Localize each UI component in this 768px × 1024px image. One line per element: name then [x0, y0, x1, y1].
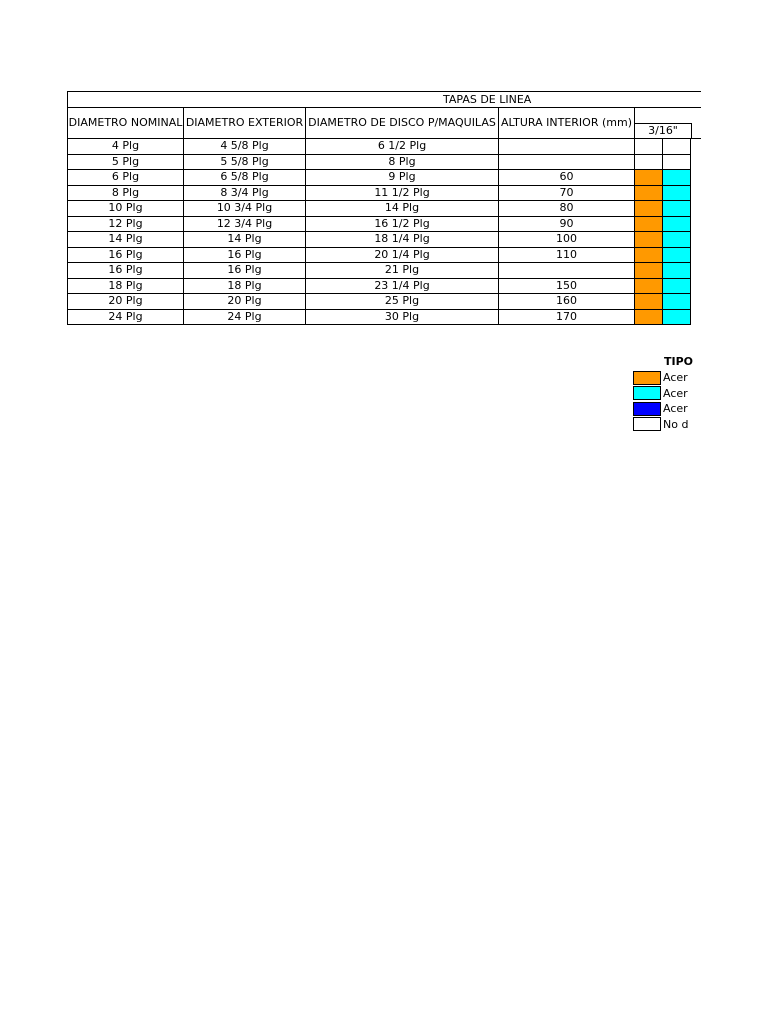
legend-swatch	[633, 386, 661, 400]
table-row	[68, 216, 701, 232]
cell-edge	[691, 263, 701, 279]
cell-material-swatch[interactable]	[663, 309, 691, 325]
cell-nominal[interactable]: 20 Plg	[68, 294, 184, 310]
cell-exterior[interactable]: 14 Plg	[184, 232, 306, 248]
cell-material-swatch[interactable]	[663, 201, 691, 217]
cell-material-swatch[interactable]	[663, 263, 691, 279]
header-exterior[interactable]: DIAMETRO EXTERIOR	[184, 108, 306, 139]
cell-material-swatch[interactable]	[663, 154, 691, 170]
thickness-label: 3/16"	[635, 123, 692, 138]
tapas-table	[67, 91, 701, 325]
cell-material-swatch[interactable]	[635, 278, 663, 294]
header-thickness[interactable]	[635, 108, 701, 139]
cell-altura[interactable]: 70	[499, 185, 635, 201]
cell-nominal[interactable]: 16 Plg	[68, 263, 184, 279]
cell-exterior[interactable]: 12 3/4 Plg	[184, 216, 306, 232]
cell-altura[interactable]: 60	[499, 170, 635, 186]
cell-altura[interactable]: 170	[499, 309, 635, 325]
legend-items	[633, 370, 690, 432]
header-nominal[interactable]: DIAMETRO NOMINAL	[68, 108, 184, 139]
legend-item	[633, 401, 690, 417]
cell-material-swatch[interactable]	[635, 247, 663, 263]
cell-material-swatch[interactable]	[635, 263, 663, 279]
cell-material-swatch[interactable]	[663, 294, 691, 310]
table-row	[68, 263, 701, 279]
table-row	[68, 294, 701, 310]
table-row	[68, 278, 701, 294]
cell-edge	[691, 278, 701, 294]
table-row	[68, 232, 701, 248]
table-row	[68, 201, 701, 217]
title-row	[68, 92, 701, 108]
cell-material-swatch[interactable]	[663, 216, 691, 232]
legend-label: Acer	[663, 386, 688, 400]
cell-altura[interactable]: 90	[499, 216, 635, 232]
cell-nominal[interactable]: 18 Plg	[68, 278, 184, 294]
legend-label: Acer	[663, 371, 688, 385]
legend-title: TIPO	[664, 355, 694, 368]
cell-nominal[interactable]: 14 Plg	[68, 232, 184, 248]
cell-exterior[interactable]: 20 Plg	[184, 294, 306, 310]
cell-material-swatch[interactable]	[663, 139, 691, 155]
table-row	[68, 170, 701, 186]
legend-swatch	[633, 402, 661, 416]
cell-disco[interactable]: 8 Plg	[306, 154, 499, 170]
legend	[633, 354, 694, 432]
cell-material-swatch[interactable]	[635, 294, 663, 310]
cell-nominal[interactable]: 10 Plg	[68, 201, 184, 217]
table-title-cell[interactable]	[68, 92, 701, 108]
cell-nominal[interactable]: 12 Plg	[68, 216, 184, 232]
cell-nominal[interactable]: 4 Plg	[68, 139, 184, 155]
cell-edge	[691, 170, 701, 186]
cell-material-swatch[interactable]	[635, 185, 663, 201]
cell-exterior[interactable]: 8 3/4 Plg	[184, 185, 306, 201]
cell-altura[interactable]: 150	[499, 278, 635, 294]
spreadsheet-area	[67, 91, 694, 441]
cell-disco[interactable]: 9 Plg	[306, 170, 499, 186]
cell-material-swatch[interactable]	[663, 232, 691, 248]
table-title: TAPAS DE LINEA	[443, 92, 532, 106]
legend-swatch	[633, 417, 661, 431]
cell-material-swatch[interactable]	[663, 170, 691, 186]
cell-material-swatch[interactable]	[635, 201, 663, 217]
legend-item	[633, 386, 690, 402]
cell-disco[interactable]: 6 1/2 Plg	[306, 139, 499, 155]
cell-altura[interactable]	[499, 154, 635, 170]
cell-nominal[interactable]: 16 Plg	[68, 247, 184, 263]
legend-item	[633, 417, 690, 433]
cell-disco[interactable]: 11 1/2 Plg	[306, 185, 499, 201]
cell-edge	[691, 185, 701, 201]
table-row	[68, 154, 701, 170]
cell-nominal[interactable]: 8 Plg	[68, 185, 184, 201]
legend-swatch	[633, 371, 661, 385]
table-row	[68, 309, 701, 325]
cell-exterior[interactable]: 6 5/8 Plg	[184, 170, 306, 186]
cell-edge	[691, 232, 701, 248]
cell-disco[interactable]: 18 1/4 Plg	[306, 232, 499, 248]
cell-altura[interactable]	[499, 263, 635, 279]
cell-altura[interactable]: 110	[499, 247, 635, 263]
legend-label: No d	[663, 417, 689, 431]
cell-material-swatch[interactable]	[663, 247, 691, 263]
cell-disco[interactable]: 16 1/2 Plg	[306, 216, 499, 232]
cell-exterior[interactable]: 5 5/8 Plg	[184, 154, 306, 170]
cell-edge	[691, 154, 701, 170]
cell-altura[interactable]: 80	[499, 201, 635, 217]
cell-disco[interactable]: 21 Plg	[306, 263, 499, 279]
cell-material-swatch[interactable]	[635, 170, 663, 186]
header-altura[interactable]: ALTURA INTERIOR (mm)	[499, 108, 635, 139]
cell-edge	[691, 201, 701, 217]
table-row	[68, 247, 701, 263]
cell-altura[interactable]: 160	[499, 294, 635, 310]
cell-material-swatch[interactable]	[635, 139, 663, 155]
cell-edge	[691, 309, 701, 325]
cell-disco[interactable]: 14 Plg	[306, 201, 499, 217]
cell-nominal[interactable]: 6 Plg	[68, 170, 184, 186]
cell-material-swatch[interactable]	[635, 232, 663, 248]
cell-material-swatch[interactable]	[635, 216, 663, 232]
cell-nominal[interactable]: 5 Plg	[68, 154, 184, 170]
cell-material-swatch[interactable]	[663, 278, 691, 294]
cell-material-swatch[interactable]	[663, 185, 691, 201]
cell-altura[interactable]: 100	[499, 232, 635, 248]
table-row	[68, 185, 701, 201]
cell-disco[interactable]: 20 1/4 Plg	[306, 247, 499, 263]
cell-altura[interactable]	[499, 139, 635, 155]
cell-exterior[interactable]: 24 Plg	[184, 309, 306, 325]
cell-disco[interactable]: 30 Plg	[306, 309, 499, 325]
cell-exterior[interactable]: 16 Plg	[184, 263, 306, 279]
cell-exterior[interactable]: 18 Plg	[184, 278, 306, 294]
cell-exterior[interactable]: 4 5/8 Plg	[184, 139, 306, 155]
cell-disco[interactable]: 25 Plg	[306, 294, 499, 310]
header-row	[68, 108, 701, 139]
cell-material-swatch[interactable]	[635, 154, 663, 170]
table-row	[68, 139, 701, 155]
cell-exterior[interactable]: 16 Plg	[184, 247, 306, 263]
cell-edge	[691, 247, 701, 263]
cell-exterior[interactable]: 10 3/4 Plg	[184, 201, 306, 217]
cell-disco[interactable]: 23 1/4 Plg	[306, 278, 499, 294]
header-disco[interactable]: DIAMETRO DE DISCO P/MAQUILAS	[306, 108, 499, 139]
legend-item	[633, 370, 690, 386]
cell-edge	[691, 294, 701, 310]
cell-material-swatch[interactable]	[635, 309, 663, 325]
cell-edge	[691, 216, 701, 232]
cell-nominal[interactable]: 24 Plg	[68, 309, 184, 325]
legend-label: Acer	[663, 402, 688, 416]
cell-edge	[691, 139, 701, 155]
